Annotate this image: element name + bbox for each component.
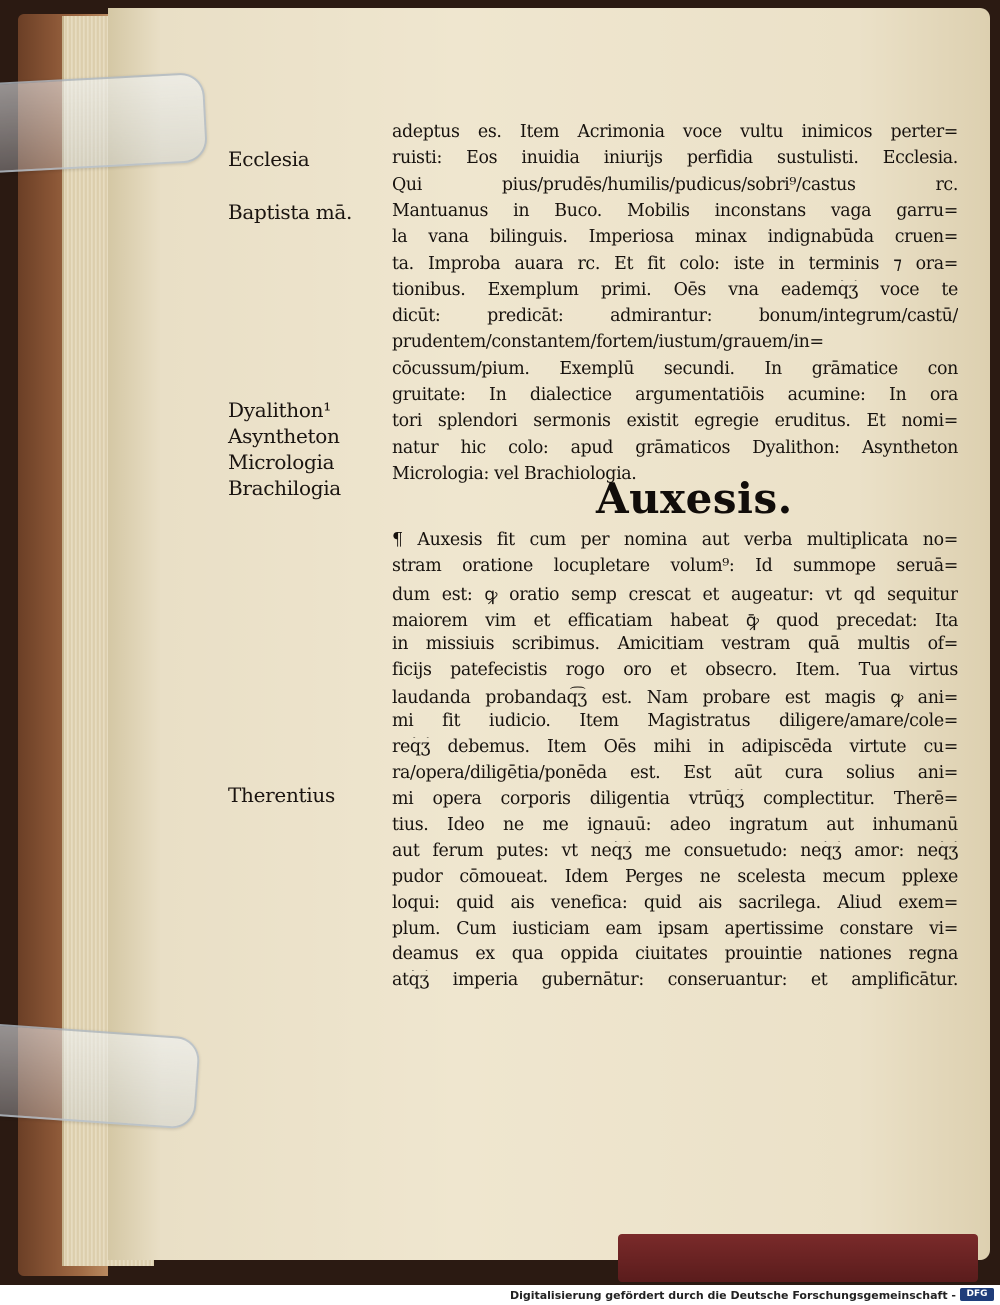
text-line: la vana bilinguis. Imperiosa minax indignabūda cruen= <box>392 227 958 248</box>
text-line: cōcussum/pium. Exemplū secundi. In grāmatice con <box>392 358 958 379</box>
text-line: mi opera corporis diligentia vtrūq͡ʒ complectitur. Therē= <box>392 789 958 809</box>
margin-note: Baptista mā. <box>228 200 353 224</box>
text-line: tionibus. Exemplum primi. Oēs vna eademq͡ʒ voce te <box>392 279 958 300</box>
binding-strip <box>618 1234 978 1282</box>
text-line: adeptus es. Item Acrimonia voce vultu inimicos perter= <box>392 122 958 142</box>
text-line: deamus ex qua oppida ciuitates prouintie nationes regna <box>392 944 958 965</box>
text-line: pudor cōmoueat. Idem Perges ne scelesta mecum pplexe <box>392 866 958 887</box>
section-heading: Auxesis. <box>596 474 793 523</box>
text-line: Qui pius/prudēs/humilis/pudicus/sobri⁹/castus rc. <box>392 174 958 195</box>
text-line: dum est: ꝙ oratio semp crescat et augeatur: vt qd sequitur <box>392 584 958 605</box>
text-line: loqui: quid ais venefica: quid ais sacrilega. Aliud exem= <box>392 892 958 913</box>
text-line: aut ferum putes: vt neq͡ʒ me consuetudo: neq͡ʒ amor: neq͡ʒ <box>392 840 958 861</box>
text-line: ta. Improba auara rc. Et fit colo: iste in terminis ⁊ ora= <box>392 253 958 274</box>
text-line: Mantuanus in Buco. Mobilis inconstans vaga garru= <box>392 200 958 221</box>
text-line: ruisti: Eos inuidia iniurijs perfidia sustulisti. Ecclesia. <box>392 148 958 169</box>
digitization-footer <box>0 1285 1000 1305</box>
margin-note: Dyalithon¹ <box>228 398 331 422</box>
text-line: tori splendori sermonis existit egregie eruditus. Et nomi= <box>392 411 958 432</box>
page-clip-top <box>0 72 208 174</box>
text-line: atq͡ʒ imperia gubernātur: conseruantur: et amplificātur. <box>392 970 958 991</box>
text-line: Micrologia: vel Brachiologia. <box>392 463 637 484</box>
text-line: req͡ʒ debemus. Item Oēs mihi in adipiscēda virtute cu= <box>392 737 958 758</box>
text-line: mi fit iudicio. Item Magistratus diligere/amare/cole= <box>392 711 958 732</box>
text-line: stram oratione locupletare volum⁹: Id summope seruā= <box>392 555 958 576</box>
text-line: tius. Ideo ne me ignauū: adeo ingratum aut inhumanū <box>392 814 958 835</box>
text-line: plum. Cum iusticiam eam ipsam apertissime constare vi= <box>392 918 958 939</box>
dfg-logo: DFG <box>960 1288 994 1301</box>
text-line: natur hic colo: apud grāmaticos Dyalithon: Asyntheton <box>392 437 958 458</box>
text-line: gruitate: In dialectice argumentatiōis acumine: In ora <box>392 385 958 405</box>
text-line: maiorem vim et efficatiam habeat ꝙ̄ quod precedat: Ita <box>392 610 958 631</box>
margin-note: Asyntheton <box>228 424 340 448</box>
margin-note: Therentius <box>228 783 335 807</box>
text-line: in missiuis scribimus. Amicitiam vestram quā multis of= <box>392 633 958 654</box>
margin-note: Micrologia <box>228 450 335 474</box>
text-line: laudanda probandaq͡ʒ est. Nam probare est magis ꝙ ani= <box>392 688 958 709</box>
text-line: ¶ Auxesis fit cum per nomina aut verba multiplicata no= <box>392 530 958 550</box>
text-line: prudentem/constantem/fortem/iustum/grauem/in= <box>392 332 824 353</box>
text-line: dicūt: predicāt: admirantur: bonum/integrum/castū/ <box>392 306 958 327</box>
text-line: ficijs patefecistis rogo oro et obsecro. Item. Tua virtus <box>392 659 958 680</box>
page-clip-bottom <box>0 1022 201 1130</box>
margin-note: Brachilogia <box>228 476 341 500</box>
text-line: ra/opera/diligētia/ponēda est. Est aūt cura solius ani= <box>392 763 958 784</box>
margin-note: Ecclesia <box>228 147 310 171</box>
footer-credit: Digitalisierung gefördert durch die Deutsche Forschungsgemeinschaft - <box>509 1289 956 1302</box>
